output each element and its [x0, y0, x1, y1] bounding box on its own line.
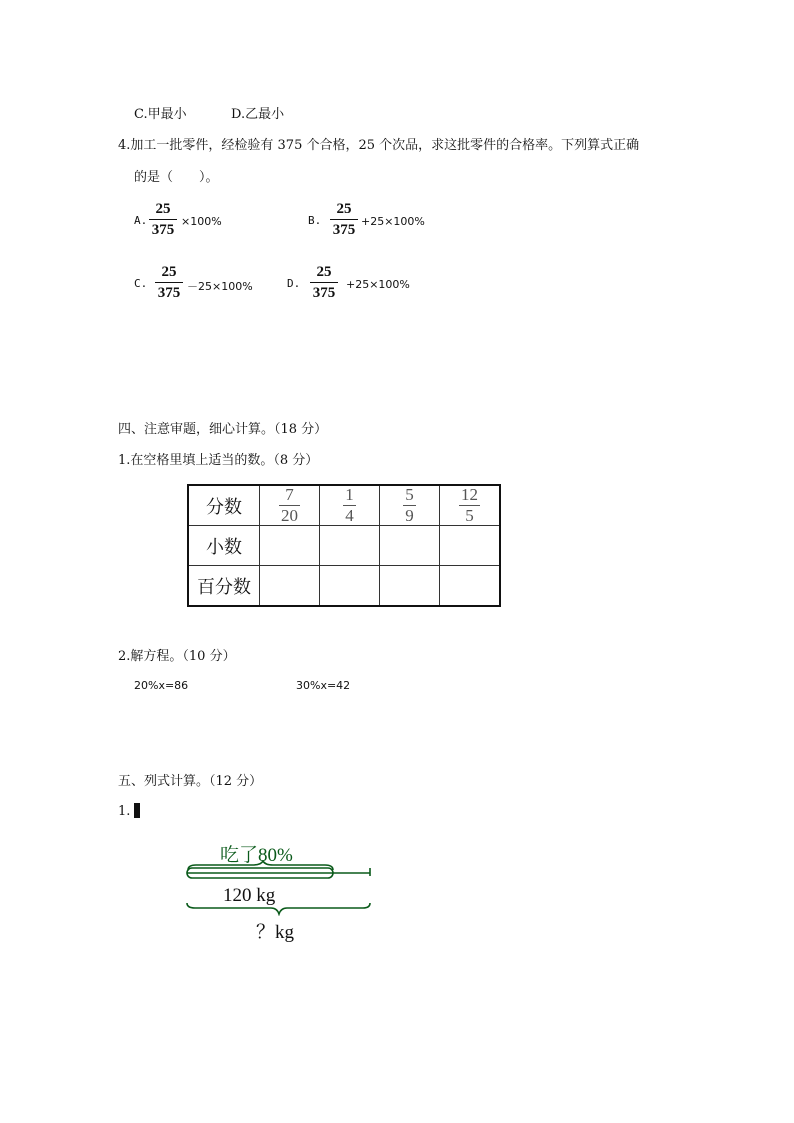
fraction-denominator: 375 [151, 222, 175, 238]
fraction-conversion-table [187, 484, 501, 607]
q4-option-a-expr: ×100% [181, 215, 222, 228]
q4-option-d-expr: +25×100% [346, 278, 410, 291]
answer-cell[interactable] [320, 566, 380, 607]
table-cell-fraction [380, 485, 440, 526]
table-cell-fraction [320, 485, 380, 526]
q4-option-c-fraction [155, 263, 183, 302]
q4-option-a-letter: A. [134, 214, 148, 227]
answer-cell[interactable] [380, 566, 440, 607]
fraction-denominator: 5 [465, 506, 474, 525]
answer-cell[interactable] [260, 526, 320, 566]
row-label-decimal: 小数 [188, 526, 260, 566]
fraction-denominator: 375 [332, 222, 356, 238]
fraction-bar [149, 219, 177, 220]
fraction-bar [155, 282, 183, 283]
row-label-percent: 百分数 [188, 566, 260, 607]
fraction-numerator: 25 [336, 201, 352, 217]
table-row-decimal [188, 526, 500, 566]
brace-diagram [183, 860, 375, 916]
q3-option-c: C.甲最小 [134, 107, 187, 122]
answer-cell[interactable] [320, 526, 380, 566]
fraction-numerator: 5 [405, 485, 414, 504]
fraction-denominator: 9 [405, 506, 414, 525]
q4-option-d-letter: D. [287, 277, 301, 290]
bottom-brace [187, 903, 370, 914]
fraction-denominator: 375 [157, 285, 181, 301]
diagram-mid-label: 120 kg [223, 885, 276, 906]
q4-option-c-expr: －25×100% [187, 280, 253, 293]
fraction-numerator: 7 [285, 485, 294, 504]
q3-option-d: D.乙最小 [231, 107, 285, 122]
table-row-percent [188, 566, 500, 607]
q4-stem-line2: 的是（ ）。 [134, 170, 219, 185]
answer-cell[interactable] [440, 566, 501, 607]
q4-option-c-letter: C. [134, 277, 148, 290]
fraction-numerator: 25 [155, 201, 171, 217]
q4-option-b-fraction [330, 200, 358, 239]
fraction-denominator: 4 [345, 506, 354, 525]
fraction-numerator: 12 [461, 485, 478, 504]
equation-1: 20%x=86 [134, 679, 189, 692]
diagram-bottom-label: ？kg [256, 922, 295, 943]
section5-q1: 1. [118, 804, 131, 819]
table-cell-fraction [260, 485, 320, 526]
fraction-denominator: 20 [281, 506, 298, 525]
q4-option-b-expr: +25×100% [361, 215, 425, 228]
equation-2: 30%x=42 [296, 679, 351, 692]
section4-q1: 1.在空格里填上适当的数。（8 分） [118, 453, 319, 468]
table-row-fraction [188, 485, 500, 526]
q4-option-b-letter: B. [308, 214, 322, 227]
section4-q2: 2.解方程。（10 分） [118, 649, 236, 664]
fraction-numerator: 25 [316, 264, 332, 280]
section5-title: 五、列式计算。（12 分） [118, 774, 263, 789]
fraction-denominator: 375 [312, 285, 336, 301]
answer-cell[interactable] [440, 526, 501, 566]
diagram-top-label: 吃了80% [220, 845, 293, 866]
fraction-numerator: 1 [345, 485, 354, 504]
q4-option-a-fraction [149, 200, 177, 239]
fraction-bar [310, 282, 338, 283]
fraction-numerator: 25 [161, 264, 177, 280]
table-cell-fraction [440, 485, 501, 526]
row-label-fraction: 分数 [188, 485, 260, 526]
q4-stem-line1: 4.加工一批零件，经检验有 375 个合格，25 个次品，求这批零件的合格率。下列算式正确 [118, 138, 640, 153]
fraction-bar [330, 219, 358, 220]
answer-cell[interactable] [380, 526, 440, 566]
q4-option-d-fraction [310, 263, 338, 302]
answer-cell[interactable] [260, 566, 320, 607]
section4-title: 四、注意审题，细心计算。（18 分） [118, 422, 328, 437]
text-cursor [134, 803, 140, 818]
